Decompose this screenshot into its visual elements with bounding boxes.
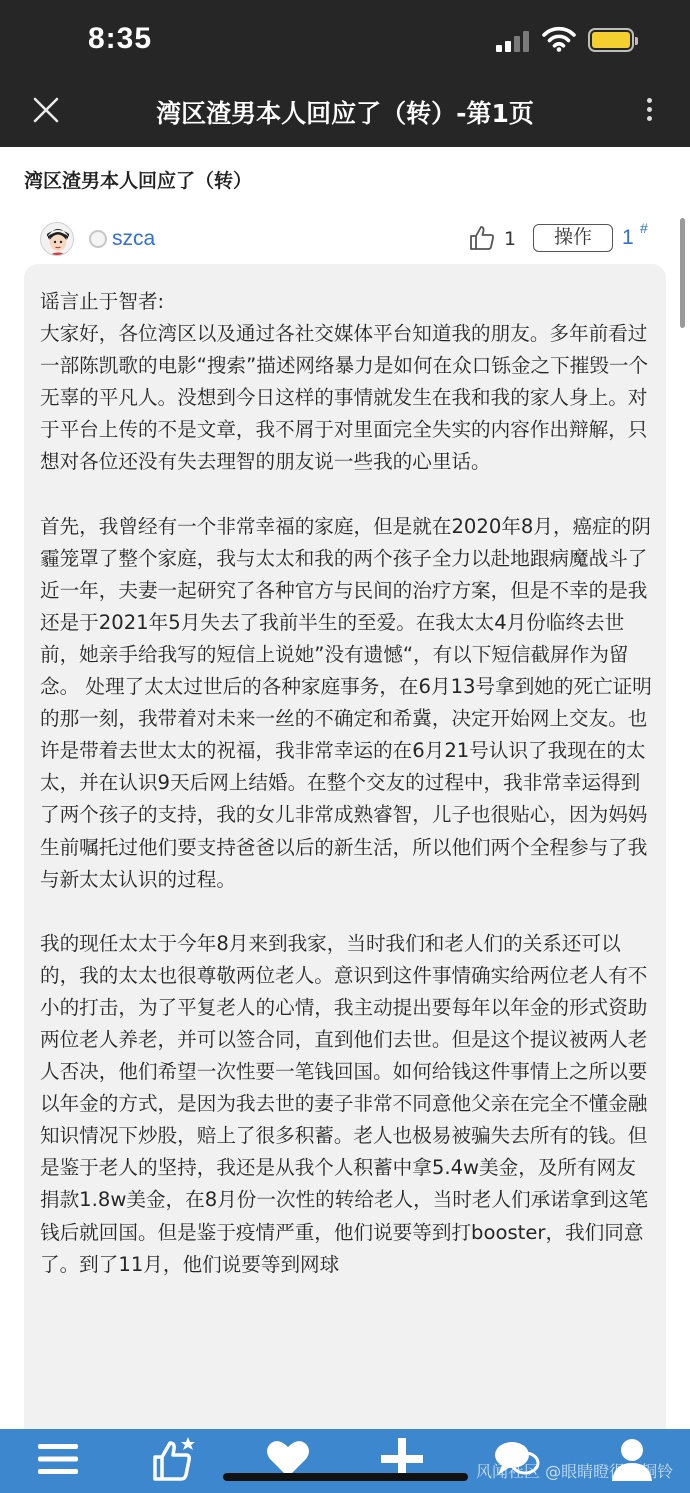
author-name[interactable]: szca (112, 227, 156, 250)
status-bar (0, 0, 690, 80)
battery-icon (588, 28, 634, 52)
post-author-row (0, 218, 690, 262)
online-status-icon (89, 230, 107, 248)
avatar[interactable] (40, 222, 74, 256)
scrollbar[interactable] (680, 218, 685, 328)
battery-level (592, 32, 630, 48)
bottom-tab-bar (0, 1429, 690, 1493)
thumbs-up-icon[interactable] (468, 224, 496, 252)
wifi-icon (542, 26, 576, 52)
home-indicator[interactable] (223, 1473, 468, 1481)
watermark: 风闻社区 @眼睛瞪得像铜铃 (476, 1462, 674, 1481)
post-paragraph: 谣言止于智者: (40, 290, 165, 313)
menu-icon[interactable] (34, 1435, 82, 1483)
post-paragraph: 大家好，各位湾区以及通过各社交媒体平台知道我的朋友。多年前看过一部陈凯歌的电影“搜索”描述网络暴力是如何在众口铄金之下摧毁一个无辜的平凡人。没想到今日这样的事情就发生在我和我的家人身上。对于平台上传的不是文章，我不屑于对里面完全失实的内容作出辩解，只想对各位还没有失去理智的朋友说一些我的心里话。 (40, 322, 649, 474)
more-vertical-icon[interactable] (640, 96, 660, 124)
floor-number[interactable]: 1 (622, 226, 634, 249)
post-paragraph: 我的现任太太于今年8月来到我家，当时我们和老人们的关系还可以的，我的太太也很尊敬两位老人。意识到这件事情确实给两位老人有不小的打击，为了平复老人的心情，我主动提出要每年以年金的形式资助两位老人养老，并可以签合同，直到他们去世。但是这个提议被两人老人否决，他们希望一次性要一笔钱回国。如何给钱这件事情上之所以要以年金的方式，是因为我去世的妻子非常不同意他父亲在完全不懂金融知识情况下炒股，赔上了很多积蓄。老人也极易被骗失去所有的钱。但是鉴于老人的坚持，我还是从我个人积蓄中拿5.4w美金，及所有网友捐款1.8w美金，在8月份一次性的转给老人，当时老人们承诺拿到这笔钱后就回国。但是鉴于疫情严重，他们说要等到打booster，我们同意了。到了11月，他们说要等到网球 (40, 931, 649, 1276)
thumbs-up-star-icon[interactable] (150, 1435, 198, 1483)
top-nav-bar (0, 80, 690, 147)
page-title: 湾区渣男本人回应了（转）-第1页 (156, 99, 534, 128)
operation-button[interactable]: 操作 (533, 224, 613, 252)
status-time: 8:35 (88, 22, 153, 55)
post-paragraph: 首先，我曾经有一个非常幸福的家庭，但是就在2020年8月，癌症的阴霾笼罩了整个家庭，我与太太和我的两个孩子全力以赴地跟病魔战斗了近一年，夫妻一起研究了各种官方与民间的治疗方案，但是不幸的是我还是于2021年5月失去了我前半生的至爱。在我太太4月份临终去世前，她亲手给我写的短信上说她”没有遗憾“，有以下短信截屏作为留念。 处理了太太过世后的各种家庭事务，在6月13号拿到她的死亡证明的那一刻，我带着对未来一丝的不确定和希冀，决定开始网上交友。也许是带着去世太太的祝福，我非常幸运的在6月21号认识了我现在的太太，并在认识9天后网上结婚。在整个交友的过程中，我非常幸运得到了两个孩子的支持，我的女儿非常成熟睿智，儿子也很贴心，因为妈妈生前嘱托过他们要支持爸爸以后的新生活，所以他们两个全程参与了我与新太太认识的过程。 (40, 514, 652, 891)
post-heading: 湾区渣男本人回应了（转） (24, 170, 253, 192)
floor-hash-symbol: # (640, 220, 648, 236)
close-icon[interactable] (30, 94, 62, 126)
cellular-signal-icon (496, 30, 536, 52)
like-count: 1 (504, 228, 517, 250)
post-content (40, 286, 654, 1281)
